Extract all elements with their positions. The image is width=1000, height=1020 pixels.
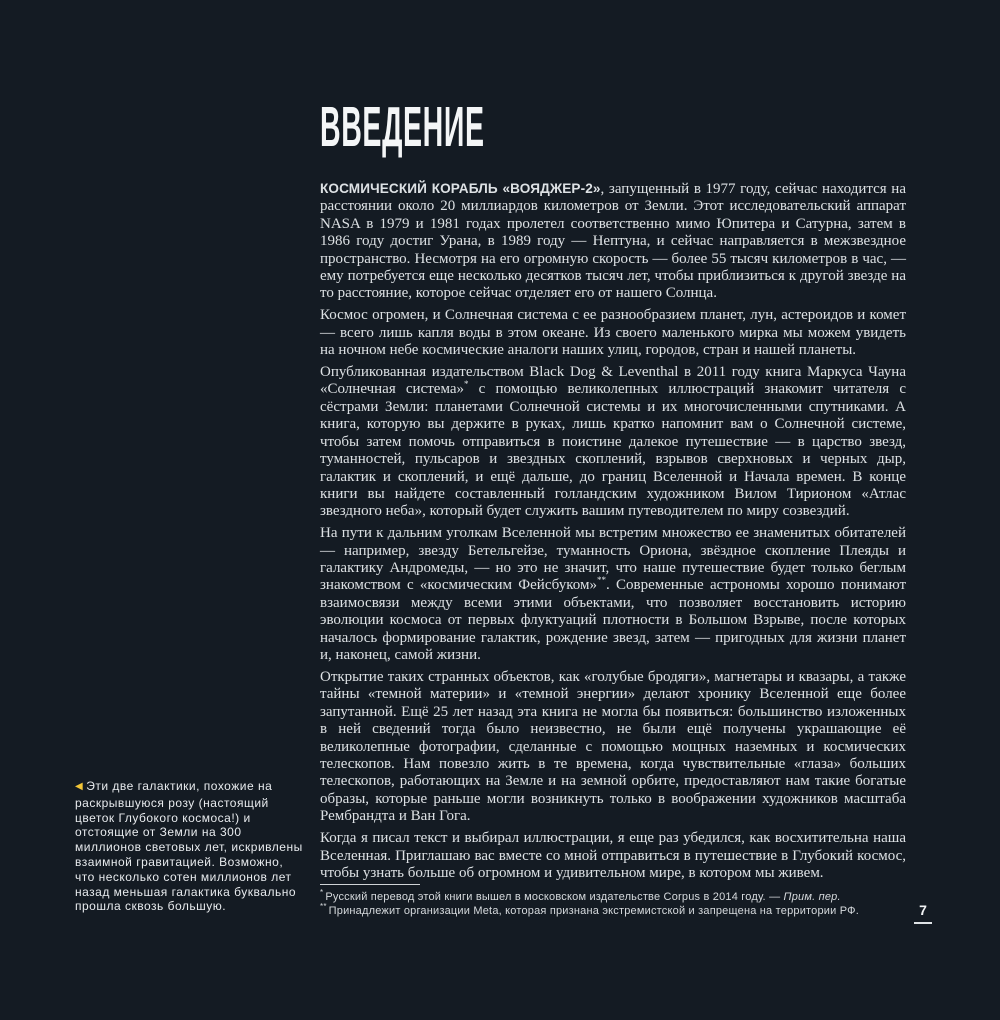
footnotes-block [320, 884, 906, 918]
paragraph: Космос огромен, и Солнечная система с ее разнообразием планет, лун, астероидов и комет — всего лишь капля воды в этом океане. Из своего маленького мирка мы можем увидеть на ночном небе космические аналоги наших улиц, городов, стран и нашей планеты. [320, 307, 906, 359]
footnote: ** Принадлежит организации Meta, которая признана экстремистской и запрещена на территории РФ. [320, 902, 859, 917]
footnote-marker: * [320, 888, 324, 898]
page-number-underline [914, 922, 932, 924]
body-text-column [320, 180, 906, 887]
image-caption [75, 779, 303, 914]
footnote-marker: ** [320, 902, 327, 912]
left-triangle-icon: ◀ [75, 781, 84, 792]
paragraph: Опубликованная издательством Black Dog & Leventhal в 2011 году книга Маркуса Чауна «Солнечная система»* с помощью великолепных иллюстраций знакомит читателя с сёстрами Земли: планетами Солнечной системы и их многочисленными спутниками. А книга, которую вы держите в руках, лишь кратко напомнит вам о Солнечной системе, чтобы затем помочь отправиться в поистине далекое путешествие — в царство звезд, туманностей, пульсаров и звездных скоплений, взрывов сверхновых и черных дыр, галактик и скоплений, и ещё дальше, до границ Вселенной и Начала времен. В конце книги вы найдете составленный голландским художником Вилом Тирионом «Атлас звездного неба», который будет служить вашим путеводителем по миру созвездий. [320, 364, 906, 520]
caption-text: Эти две галактики, похожие на раскрывшуюся розу (настоящий цветок Глубокого космоса!) и отстоящие от Земли на 300 миллионов световых лет, искривлены взаимной гравитацией. Возможно, что несколько сотен миллионов лет назад меньшая галактика буквально прошла сквозь большую. [75, 779, 303, 914]
footnote-divider [320, 884, 420, 885]
page-number-block [908, 902, 938, 924]
paragraph: Открытие таких странных объектов, как «голубые бродяги», магнетары и квазары, а также тайны «темной материи» и «темной энергии» делают хронику Вселенной еще более запутанной. Ещё 25 лет назад эта книга не могла бы появиться: большинство изложенных в ней сведений тогда было неизвестно, не были ещё получены украшающие её великолепные фотографии, сделанные с помощью мощных наземных и космических телескопов. Нам повезло жить в те времена, когда чувствительные «глаза» больших телескопов, работающих на Земле и на земной орбите, предоставляют нам такие богатые образы, которые раньше могли возникнуть только в воображении художников масштаба Рембрандта и Ван Гога. [320, 668, 906, 825]
footnote: * Русский перевод этой книги вышел в московском издательстве Corpus в 2014 году. — Прим. пер. [320, 888, 841, 903]
paragraph: КОСМИЧЕСКИЙ КОРАБЛЬ «ВОЯДЖЕР-2», запущенный в 1977 году, сейчас находится на расстоянии около 20 миллиардов километров от Земли. Этот исследовательский аппарат NASA в 1979 и 1981 годах пролетел соответственно мимо Юпитера и Сатурна, затем в 1986 году достиг Урана, в 1989 году — Нептуна, и сейчас направляется в межзвездное пространство. Несмотря на его огромную скорость — более 55 тысяч километров в час, — ему потребуется еще несколько десятков тысяч лет, чтобы приблизиться к другой звезде на то расстояние, которое сейчас отделяет его от нашего Солнца. [320, 181, 906, 302]
body-paragraphs [320, 180, 906, 882]
page-title: ВВЕДЕНИЕ [320, 94, 485, 159]
page-number: 7 [919, 902, 927, 918]
paragraph: На пути к дальним уголкам Вселенной мы встретим множество ее знаменитых обитателей — например, звезду Бетельгейзе, туманность Ориона, звёздное скопление Плеяды и галактику Андромеды, — но это не значит, что наше путешествие будет только беглым знакомством с «космическим Фейсбуком»**. Современные астрономы хорошо понимают взаимосвязи между всеми этими объектами, что позволяет восстановить историю эволюции космоса от первых флуктуаций плотности в Большом Взрыве, после которых началось формирование галактик, рождение звезд, затем — пригодных для жизни планет и, наконец, самой жизни. [320, 525, 907, 664]
footnote-list [320, 890, 906, 918]
paragraph: Когда я писал текст и выбирал иллюстрации, я еще раз убедился, как восхитительна наша Вселенная. Приглашаю вас вместе со мной отправиться в путешествие в Глубокий космос, чтобы узнать больше об огромном и удивительном мире, в котором мы живем. [320, 830, 906, 881]
